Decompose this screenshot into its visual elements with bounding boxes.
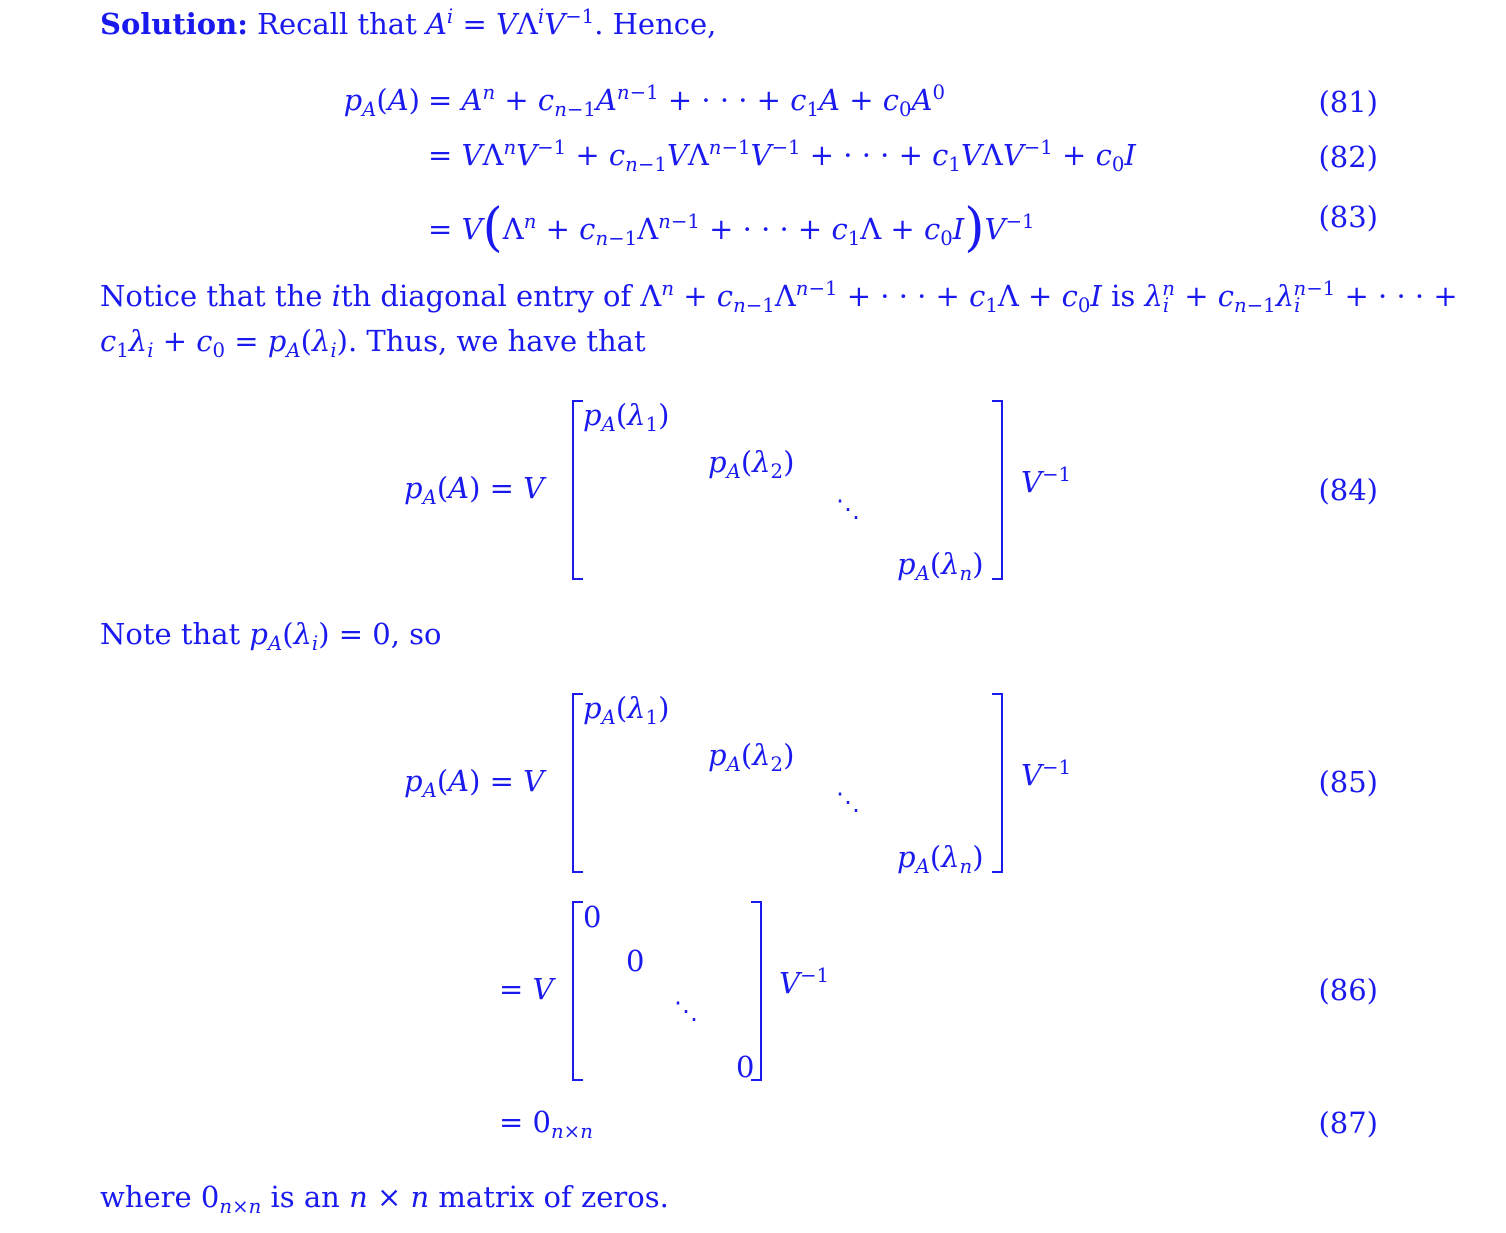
- eq85-lhs: $p_A(A) = V$: [404, 764, 545, 802]
- closing-text-1: where: [100, 1180, 192, 1214]
- note-line: Note that $p_A(\lambda_i) = 0$, so: [100, 617, 442, 655]
- eq81-number: (81): [1318, 85, 1378, 119]
- eq86-number: (86): [1318, 973, 1378, 1007]
- eq85-number: (85): [1318, 765, 1378, 799]
- note-text-2: so: [409, 617, 442, 651]
- eq86-vinv: $V^{-1}$: [779, 964, 829, 1000]
- eq86-entry-1: 0: [583, 900, 602, 934]
- eq84-entry-n: $p_A(\lambda_n)$: [897, 547, 984, 585]
- eq84-lhs: $p_A(A) = V$: [404, 471, 545, 509]
- eq87-rhs: = $0_{n\times n}$: [499, 1105, 593, 1143]
- eq84-ddots: ⋱: [836, 495, 860, 523]
- intro-text: Recall that: [257, 7, 417, 41]
- eq87-number: (87): [1318, 1106, 1378, 1140]
- eq85-vinv: $V^{-1}$: [1021, 756, 1071, 792]
- solution-label: Solution:: [100, 7, 248, 41]
- notice-text-1: Notice that the: [100, 279, 323, 313]
- note-text-1: Note that: [100, 617, 241, 651]
- eq85-right-bracket: [992, 693, 1003, 873]
- eq86-entry-n: 0: [736, 1050, 755, 1084]
- closing-line: where $0_{n\times n}$ is an n × n matrix of zeros.: [100, 1180, 669, 1218]
- eq82-number: (82): [1318, 140, 1378, 174]
- eq84-right-bracket: [992, 400, 1003, 580]
- eq86-ddots: ⋱: [674, 997, 698, 1025]
- eq85-left-bracket: [572, 693, 583, 873]
- eq84-left-bracket: [572, 400, 583, 580]
- closing-text-3: matrix of zeros.: [438, 1180, 669, 1214]
- notice-line-2: $c_1\lambda_i + c_0 = p_A(\lambda_i)$. Thus, we have that: [100, 324, 646, 362]
- intro-hence: Hence,: [612, 7, 717, 41]
- eq84-entry-1: $p_A(\lambda_1)$: [583, 398, 670, 436]
- eq83-number: (83): [1318, 200, 1378, 234]
- eq86-entry-2: 0: [626, 944, 645, 978]
- notice-line-1: Notice that the ith diagonal entry of $\Lambda^n + c_{n-1}\Lambda^{n-1}$ + · · · + $c_1\Lambda + c_0I$ is $\lambda_i^n + c_{n-1}\lambda_i^{n-1}$ + · · · +: [100, 277, 1458, 317]
- eq81-lhs: $p_A(A)$: [343, 83, 420, 121]
- eq85-entry-n: $p_A(\lambda_n)$: [897, 840, 984, 878]
- eq83-rhs: = $V(\Lambda^n + c_{n-1}\Lambda^{n-1}$ + · · · + $c_1\Lambda + c_0I)V^{-1}$: [428, 198, 1035, 258]
- eq85-entry-2: $p_A(\lambda_2)$: [708, 738, 795, 776]
- notice-text-3: is: [1111, 279, 1136, 313]
- eq85-entry-1: $p_A(\lambda_1)$: [583, 691, 670, 729]
- eq82-rhs: = $V\Lambda^nV^{-1} + c_{n-1}V\Lambda^{n-1}V^{-1}$ + · · · + $c_1V\Lambda V^{-1} + c_0I$: [428, 136, 1136, 176]
- eq84-entry-2: $p_A(\lambda_2)$: [708, 445, 795, 483]
- intro-line: Solution: Recall that $A^i = V\Lambda^iV^{-1}$. Hence,: [100, 5, 717, 41]
- eq84-number: (84): [1318, 473, 1378, 507]
- notice-text-2: th diagonal entry of: [340, 279, 632, 313]
- closing-text-2: is an: [270, 1180, 340, 1214]
- intro-formula: $A^i = V\Lambda^iV^{-1}$: [425, 5, 595, 41]
- eq81-rhs: = $A^n + c_{n-1}A^{n-1}$ + · · · + $c_1A + c_0A^0$: [428, 81, 946, 121]
- eq84-vinv: $V^{-1}$: [1021, 463, 1071, 499]
- eq85-ddots: ⋱: [836, 788, 860, 816]
- notice-text-4: Thus, we have that: [366, 324, 646, 358]
- eq86-lhs: = V: [499, 972, 554, 1006]
- eq86-left-bracket: [572, 901, 583, 1081]
- eq86-right-bracket: [751, 901, 762, 1081]
